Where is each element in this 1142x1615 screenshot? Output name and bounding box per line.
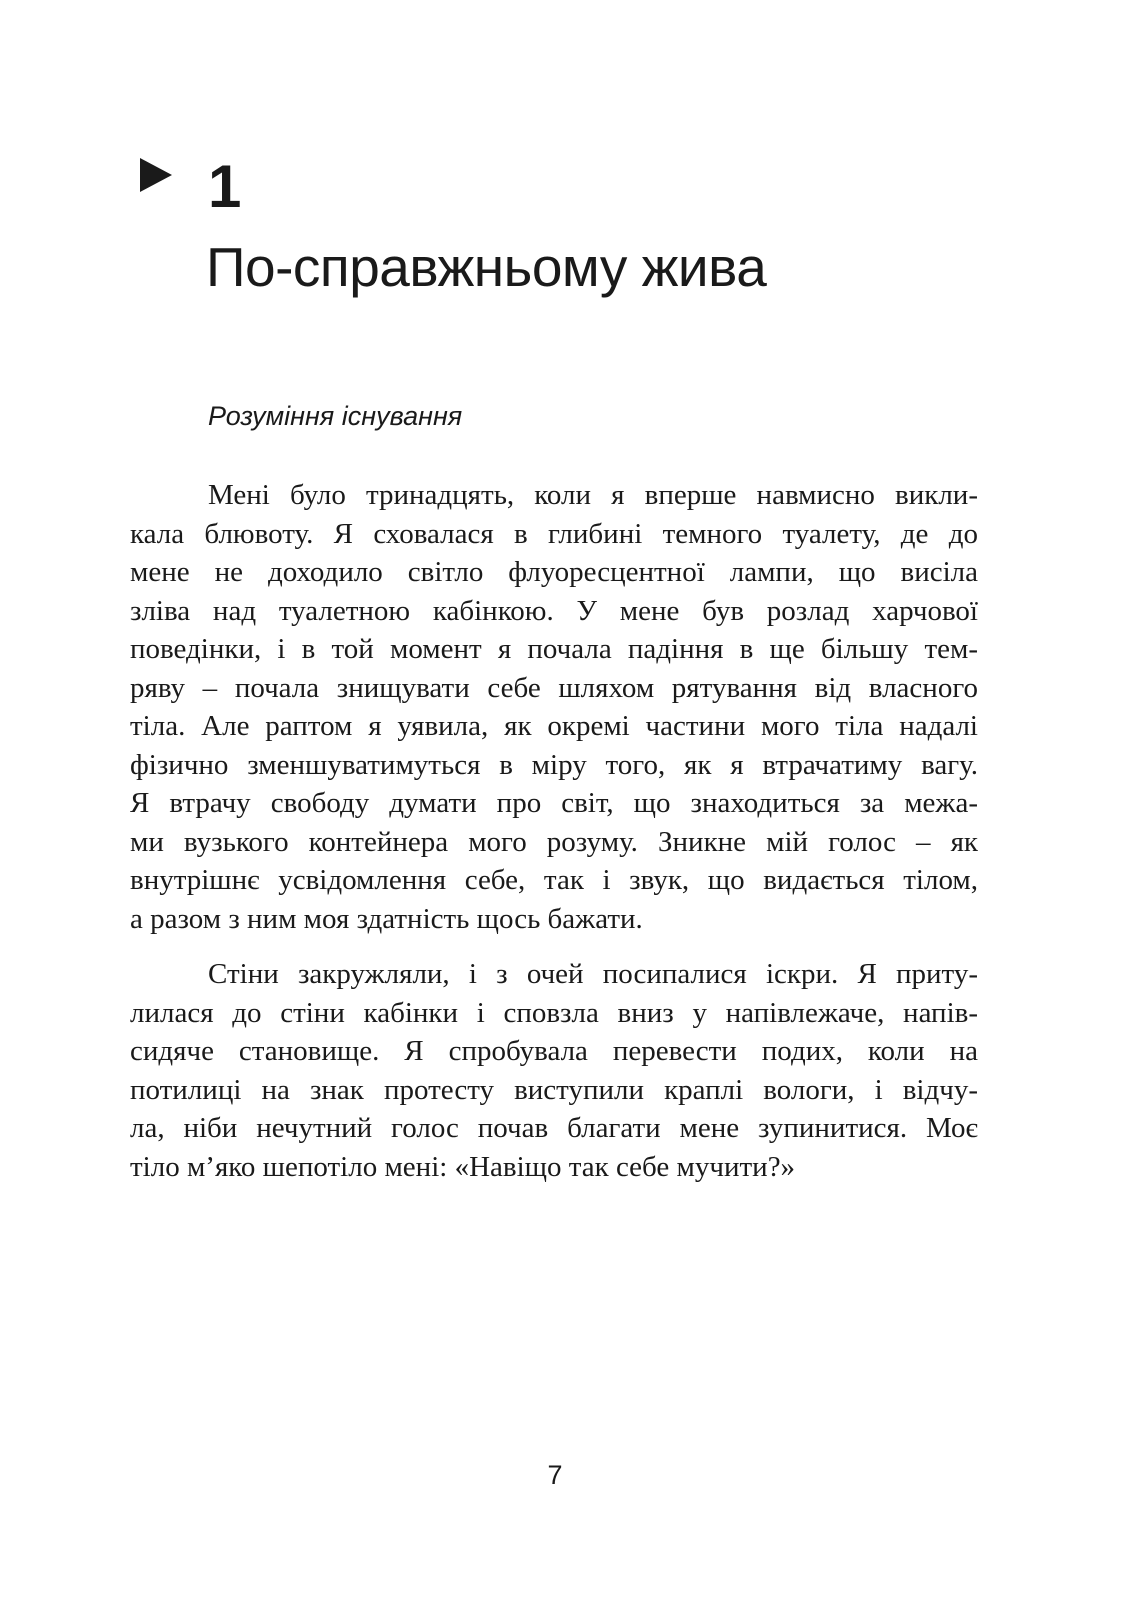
text-line: а разом з ним моя здатність щось бажати. [130,902,643,935]
text-line: лилася до стіни кабінки і сповзла вниз у напівлежаче, напів- [130,996,978,1029]
section-title: Розуміння існування [208,401,463,431]
paragraph-2 [130,955,978,1186]
triangle-right-icon [140,158,172,192]
text-line: зліва над туалетною кабінкою. У мене був розлад харчової [130,594,978,627]
text-line: внутрішнє усвідомлення себе, так і звук, що видається тілом, [130,864,978,896]
text-line: Стіни закружляли, і з очей посипалися іскри. Я приту- [208,958,978,990]
text-line: поведінки, і в той момент я почала падіння в ще більшу тем- [130,633,978,665]
text-line: Я втрачу свободу думати про світ, що знаходиться за межа- [130,787,978,819]
text-line: сидяче становище. Я спробувала перевести подих, коли на [130,1035,978,1067]
text-line: Мені було тринадцять, коли я вперше навмисно викли- [208,479,978,511]
chapter-title: По-справжньому жива [206,236,767,298]
paragraph-1 [130,476,978,938]
text-line: тіло м’яко шепотіло мені: «Навіщо так себе мучити?» [130,1150,796,1183]
text-line: кала блювоту. Я сховалася в глибині темного туалету, де до [130,517,978,550]
text-line: ми вузького контейнера мого розуму. Зникне мій голос – як [130,825,978,858]
text-line: мене не доходило світло флуоресцентної лампи, що висіла [130,556,978,588]
text-line: тіла. Але раптом я уявила, як окремі частини мого тіла надалі [130,710,978,742]
text-line: ла, ніби нечутний голос почав благати мене зупинитися. Моє [130,1112,978,1144]
text-line: ряву – почала знищувати себе шляхом рятування від власного [130,671,978,704]
page-number: 7 [547,1460,563,1490]
text-line: потилиці на знак протесту виступили краплі вологи, і відчу- [130,1073,978,1106]
text-line: фізично зменшуватимуться в міру того, як я втрачатиму вагу. [130,748,978,781]
chapter-number: 1 [208,153,242,220]
chapter-marker [140,158,172,192]
